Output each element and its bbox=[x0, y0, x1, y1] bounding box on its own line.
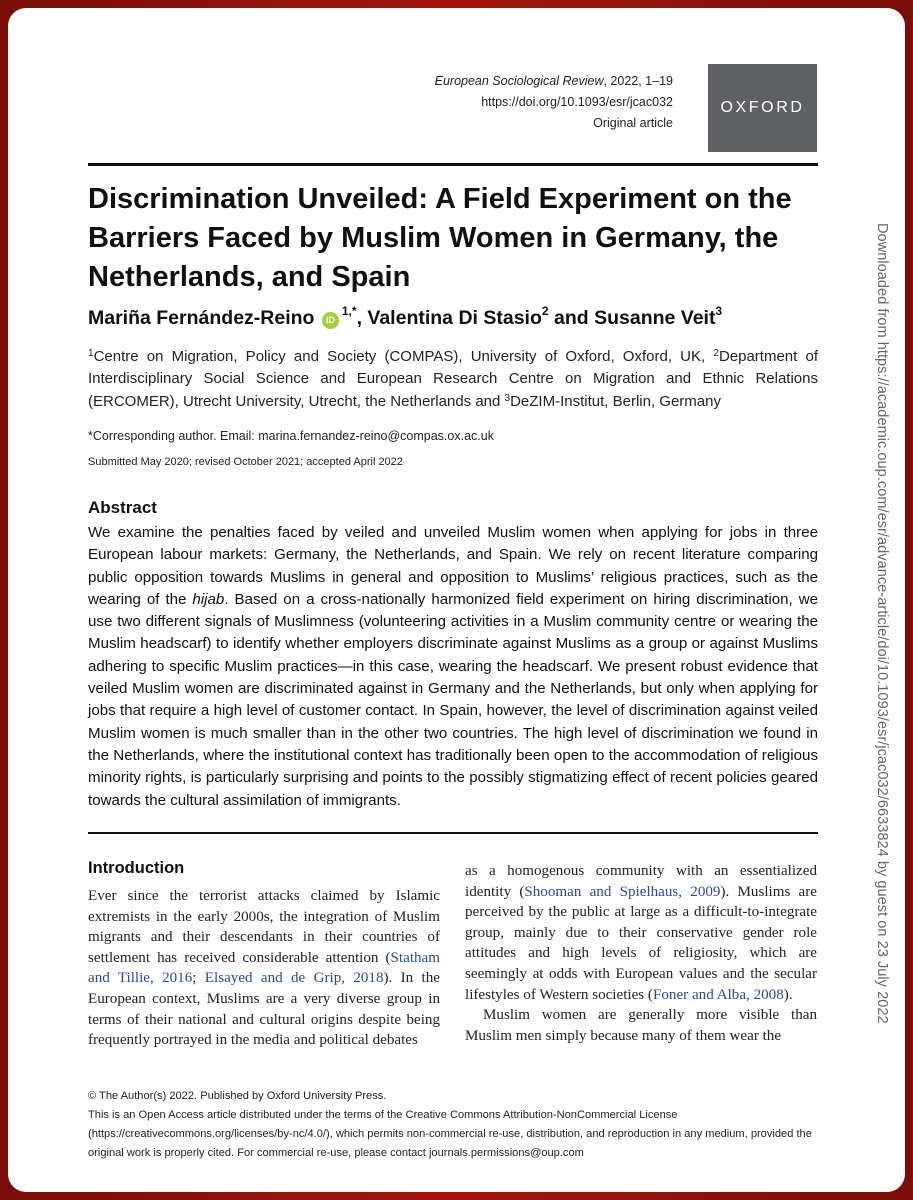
affiliation-marker: 2 bbox=[541, 304, 549, 318]
affiliation-marker: 3 bbox=[715, 304, 723, 318]
body-paragraph: Muslim women are generally more visible than Muslim men simply because many of them wear the bbox=[465, 1007, 817, 1044]
author-name[interactable]: Valentina Di Stasio bbox=[367, 307, 542, 329]
author-separator: and bbox=[548, 307, 595, 329]
author-name[interactable]: Mariña Fernández-Reino bbox=[88, 307, 315, 329]
article-page bbox=[8, 8, 905, 1192]
copyright-line: © The Author(s) 2022. Published by Oxford University Press. bbox=[88, 1090, 387, 1102]
affiliation-text: Centre on Migration, Policy and Society (COMPAS), University of Oxford, Oxford, UK, bbox=[93, 348, 714, 365]
abstract-italic-term: hijab bbox=[192, 590, 225, 608]
citation-link[interactable]: Foner and Alba, 2008 bbox=[652, 986, 784, 1003]
corresponding-author: *Corresponding author. Email: marina.fernandez-reino@compas.ox.ac.uk bbox=[88, 429, 494, 443]
body-text: ; bbox=[192, 970, 205, 987]
citation-link[interactable]: Statham and Tillie, 2016 bbox=[88, 949, 440, 987]
doi-link[interactable]: https://doi.org/10.1093/esr/jcac032 bbox=[481, 95, 673, 109]
body-paragraph bbox=[465, 861, 817, 1005]
abstract-heading: Abstract bbox=[88, 498, 157, 517]
download-watermark-text: Downloaded from https://academic.oup.com/esr/advance-article/doi/10.1093/esr/jcac032/6633824 by guest on 23 July 2022 bbox=[874, 223, 890, 1024]
abstract-text bbox=[88, 522, 818, 812]
author-separator: , bbox=[356, 307, 368, 329]
affiliation-text: Department of Interdisciplinary Social Science and European Research Centre on Migration and Ethnic Relations (ERCOMER), Utrecht University, Utrecht, the Netherlands and bbox=[88, 348, 819, 410]
author-list bbox=[88, 304, 818, 330]
journal-year-pages: , 2022, 1–19 bbox=[603, 74, 673, 88]
author-name[interactable]: Susanne Veit bbox=[594, 307, 716, 329]
body-text: ). Muslims are perceived by the public at large as a difficult-to-integrate group, mainly due to their conservative gender role attitudes and high levels of religiosity, which are seemingly at odds with European values and the secular lifestyles of Western societies ( bbox=[465, 883, 817, 1003]
oxford-logo: OXFORD bbox=[708, 64, 817, 152]
affiliation-text: DeZIM-Institut, Berlin, Germany bbox=[510, 392, 721, 410]
journal-info bbox=[435, 71, 673, 134]
affiliation-marker: 3 bbox=[504, 392, 511, 404]
license-text: This is an Open Access article distributed under the terms of the Creative Commons Attribution-NonCommercial License (https://creativecommons.org/licenses/by-nc/4.0/), which permits non-commercial re-use, distribution, and reproduction in any medium, provided the original work is properly cited. For commercial re-use, please contact journals.permissions@oup.com bbox=[88, 1109, 812, 1159]
affiliations bbox=[88, 346, 818, 413]
affiliation-marker: 1,* bbox=[341, 304, 357, 318]
body-text: ). In the European context, Muslims are a very diverse group in terms of their national and cultural origins despite being frequently portrayed in the media and political debates bbox=[88, 970, 440, 1049]
copyright-footer bbox=[88, 1087, 828, 1163]
body-column-right bbox=[465, 861, 817, 1046]
journal-name: European Sociological Review bbox=[434, 74, 604, 88]
article-type: Original article bbox=[593, 116, 673, 130]
submission-dates: Submitted May 2020; revised October 2021; accepted April 2022 bbox=[88, 456, 403, 468]
body-column-left bbox=[88, 858, 440, 1051]
body-text: as a homogenous community with an essentialized identity ( bbox=[465, 863, 817, 900]
citation-link[interactable]: Shooman and Spielhaus, 2009 bbox=[524, 883, 721, 900]
abstract-text-part: We examine the penalties faced by veiled and unveiled Muslim women when applying for jobs in three European labour markets: Germany, the Netherlands, and Spain. We rely on recent literature comparing public opposition towards Muslims in general and opposition to Muslims’ religious practices, such as the wearing of the bbox=[88, 524, 818, 608]
orcid-icon[interactable]: iD bbox=[322, 312, 339, 329]
abstract-divider bbox=[88, 832, 818, 834]
abstract-text-part: . Based on a cross-nationally harmonized field experiment on hiring discrimination, we use two different signals of Muslimness (volunteering activities in a Muslim community centre or wearing the Muslim headscarf) to identify whether employers discriminate against Muslims as a group or against Muslims adhering to specific Muslim practices—in this case, wearing the headscarf. We present robust evidence that veiled Muslim women are discriminated against in Germany and the Netherlands, but only when applying for jobs that require a high level of customer contact. In Spain, however, the level of discrimination against veiled Muslim women is much smaller than in the other two countries. The high level of discrimination we found in the Netherlands, where the institutional context has traditionally been open to the accommodation of religious minority rights, is particularly surprising and points to the possibly stigmatizing effect of recent policies geared towards the cultural assimilation of immigrants. bbox=[88, 590, 818, 809]
introduction-heading: Introduction bbox=[88, 859, 185, 877]
citation-link[interactable]: Elsayed and de Grip, 2018 bbox=[204, 970, 384, 987]
download-watermark bbox=[872, 223, 892, 1024]
body-text: ). bbox=[783, 986, 793, 1003]
body-text: Ever since the terrorist attacks claimed by Islamic extremists in the early 2000s, the integration of Muslim migrants and their descendants in their countries of settlement has received considerable attention ( bbox=[88, 888, 440, 966]
article-title: Discrimination Unveiled: A Field Experiment on the Barriers Faced by Muslim Women in Germany, the Netherlands, and Spain bbox=[88, 183, 792, 293]
affiliation-marker: 1 bbox=[88, 348, 94, 359]
header-divider bbox=[88, 163, 818, 166]
body-paragraph bbox=[88, 886, 440, 1051]
affiliation-marker: 2 bbox=[713, 348, 719, 359]
